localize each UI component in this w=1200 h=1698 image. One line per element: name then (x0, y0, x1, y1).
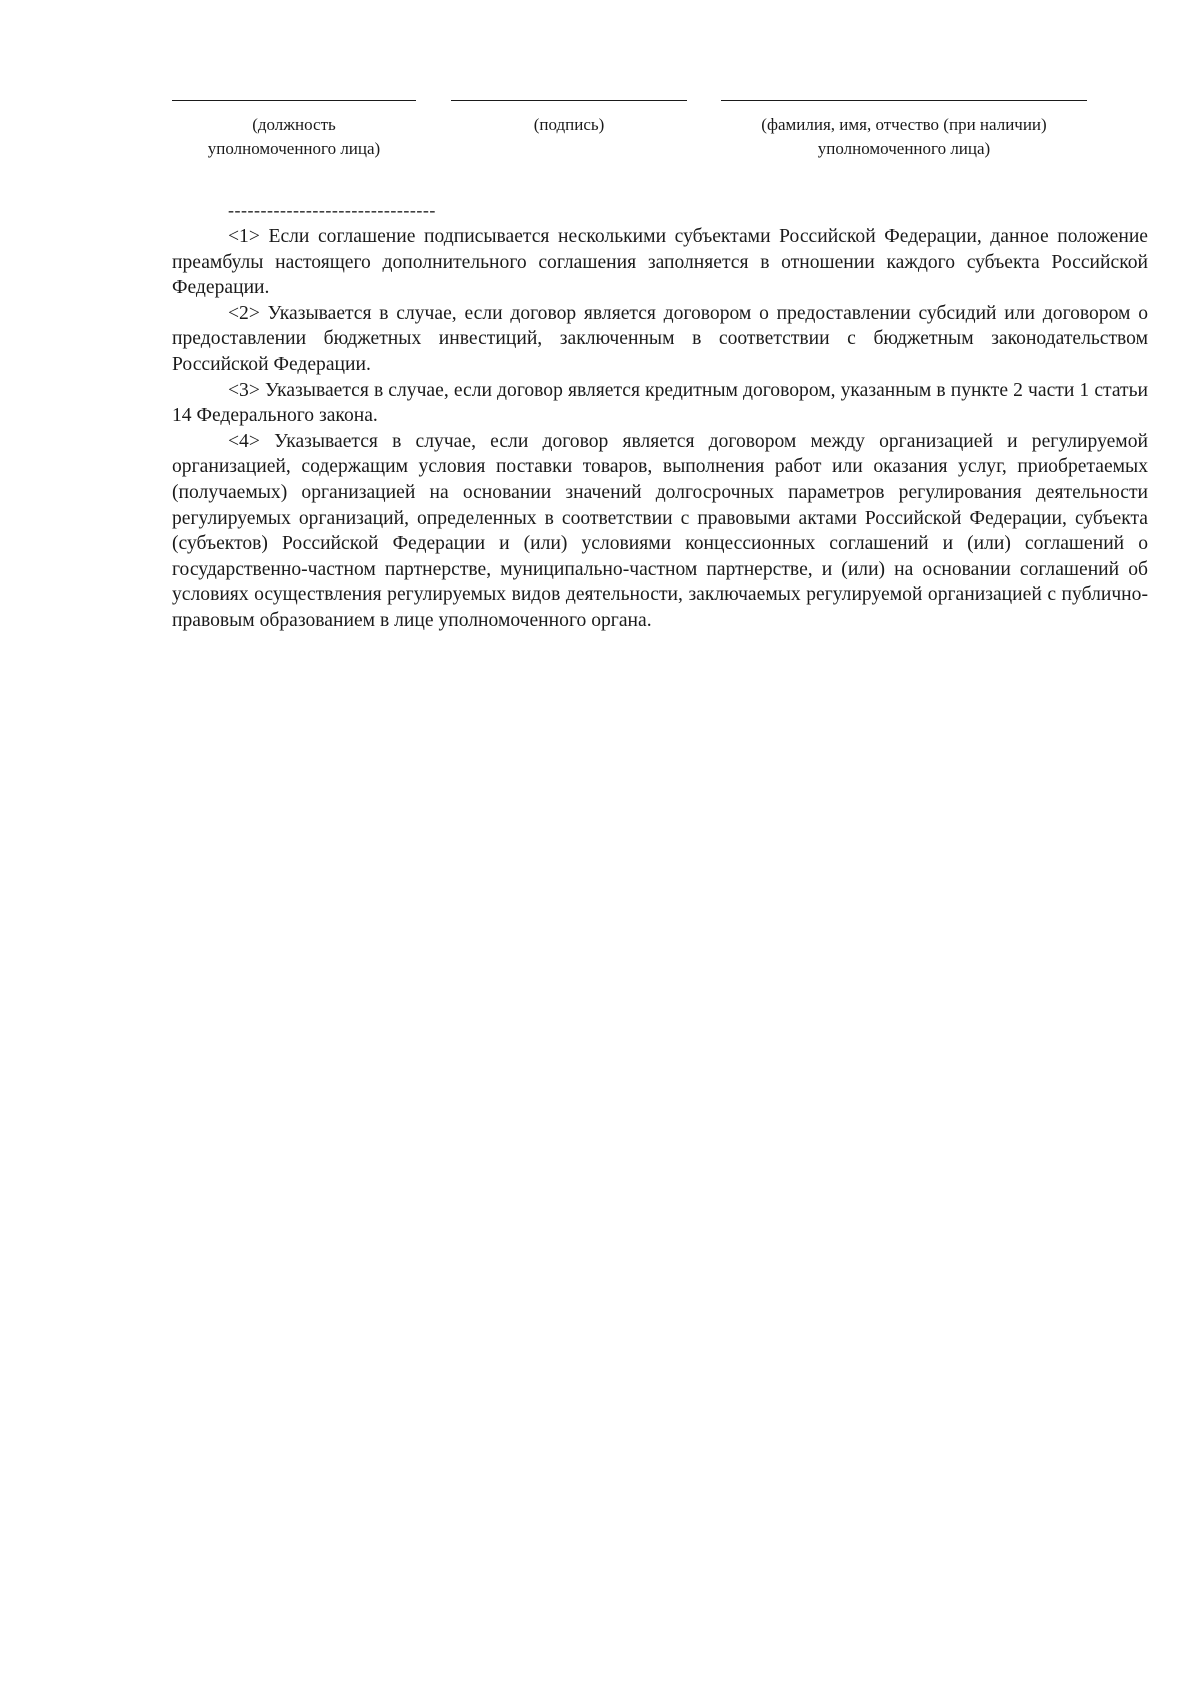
footnotes-section (172, 224, 1148, 634)
position-caption-line: уполномоченного лица) (207, 139, 381, 158)
position-caption (172, 113, 416, 161)
signature-line (451, 100, 687, 101)
footnote-4: <4> Указывается в случае, если договор является договором между организацией и регулируемой организацией, содержащим условия поставки товаров, выполнения работ или оказания услуг, приобретаемых (получаемых) организацией на основании значений долгосрочных параметров регулирования деятельности регулируемых организаций, определенных в соответствии с правовыми актами Российской Федерации, субъекта (субъектов) Российской Федерации и (или) условиями концессионных соглашений и (или) соглашений о государственно-частном партнерстве, муниципально-частном партнерстве, и (или) на основании соглашений об условиях осуществления регулируемых видов деятельности, заключаемых регулируемой организацией с публично-правовым образованием в лице уполномоченного органа. (172, 430, 1148, 631)
full-name-signature-line (721, 100, 1087, 101)
position-caption-line: (должность (252, 115, 336, 134)
signature-caption (451, 113, 687, 137)
footnote-separator: -------------------------------- (228, 200, 436, 220)
signature-caption-line: (подпись) (533, 115, 605, 134)
full-name-caption-line: (фамилия, имя, отчество (при наличии) (761, 115, 1047, 134)
footnote-2: <2> Указывается в случае, если договор является договором о предоставлении субсидий или договором о предоставлении бюджетных инвестиций, заключенным в соответствии с бюджетным законодательством Российской Федерации. (172, 302, 1148, 375)
position-signature-line (172, 100, 416, 101)
footnote-1: <1> Если соглашение подписывается несколькими субъектами Российской Федерации, данное положение преамбулы настоящего дополнительного соглашения заполняется в отношении каждого субъекта Российской Федерации. (172, 226, 1148, 299)
full-name-caption (712, 113, 1096, 161)
footnote-3: <3> Указывается в случае, если договор является кредитным договором, указанным в пункте 2 части 1 статьи 14 Федерального закона. (172, 379, 1148, 427)
full-name-caption-line: уполномоченного лица) (817, 139, 991, 158)
